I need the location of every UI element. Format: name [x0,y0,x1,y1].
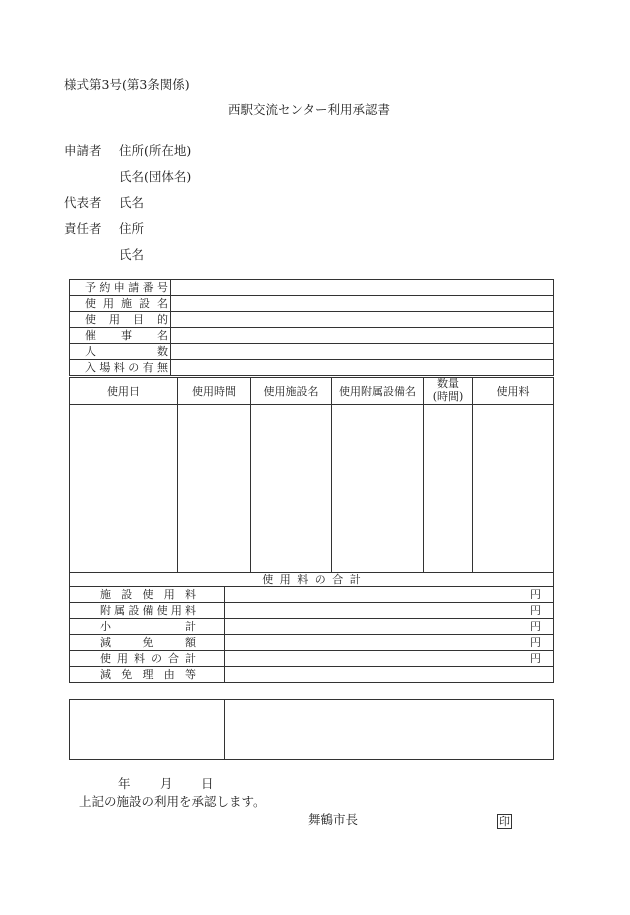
reservation-number-value[interactable] [171,280,554,296]
table-row [70,328,554,344]
event-name-value[interactable] [171,328,554,344]
reduction-reason-value[interactable] [225,667,554,683]
table-row [70,635,554,651]
responsible-name-label: 氏名 [119,247,145,262]
header-usage-time: 使用時間 [178,378,251,405]
event-name-label: 催事名 [85,329,168,342]
table-row [70,296,554,312]
header-usage-date: 使用日 [70,378,178,405]
equipment-fee-label: 附属設備使用料 [100,604,196,617]
equipment-fee-value[interactable] [225,603,554,619]
remarks-left-cell[interactable] [70,700,225,760]
purpose-value[interactable] [171,312,554,328]
subtotal-value[interactable] [225,619,554,635]
mayor-title: 舞鶴市長 [308,812,359,827]
table-row [70,587,554,603]
representative-label: 代表者 [64,195,102,210]
responsible-label: 責任者 [64,221,102,236]
date-day: 日 [201,776,214,791]
total-fee-label: 使用料の合計 [100,652,196,665]
usage-table [69,377,554,573]
yen-unit: 円 [530,652,541,665]
remarks-box [69,699,554,760]
table-row [70,405,554,573]
address-label: 住所(所在地) [119,143,192,158]
seal-label: 印 [499,815,510,828]
facility-fee-label: 施設使用料 [100,588,196,601]
representative-name-label: 氏名 [119,195,145,210]
table-row [70,344,554,360]
reduction-amount-value[interactable] [225,635,554,651]
usage-fee-cell[interactable] [473,405,554,573]
total-fee-value[interactable] [225,651,554,667]
header-usage-fee: 使用料 [473,378,554,405]
admission-fee-value[interactable] [171,360,554,376]
table-row [70,360,554,376]
remarks-right-cell[interactable] [225,700,554,760]
usage-time-cell[interactable] [178,405,251,573]
table-row [70,603,554,619]
purpose-label: 使用目的 [85,313,168,326]
facility-name-label: 使用施設名 [85,297,168,310]
subtotal-label: 小計 [100,620,196,633]
facility-name-value[interactable] [171,296,554,312]
form-number: 様式第3号(第3条関係) [64,77,190,92]
applicant-label: 申請者 [64,143,102,158]
table-row [70,312,554,328]
header-equipment-name: 使用附属設備名 [332,378,424,405]
approval-text: 上記の施設の利用を承認します。 [79,794,266,809]
equipment-name-cell[interactable] [332,405,424,573]
table-row [70,700,554,760]
seal-mark [497,810,512,829]
table-row [70,667,554,683]
header-facility-name: 使用施設名 [251,378,332,405]
info-table [69,279,554,376]
fee-section-title: 使 用 料 の 合 計 [70,573,554,587]
facility-fee-value[interactable] [225,587,554,603]
yen-unit: 円 [530,588,541,601]
document-title: 西駅交流センター利用承認書 [228,102,391,117]
usage-date-cell[interactable] [70,405,178,573]
attendance-label: 人数 [85,345,168,358]
reduction-reason-label: 減免理由等 [100,668,196,681]
date-month: 月 [160,776,173,791]
date-year: 年 [118,776,131,791]
header-quantity: 数量 (時間) [424,378,473,405]
table-row [70,651,554,667]
reservation-number-label: 予約申請番号 [85,281,168,294]
fee-summary-table [69,572,554,683]
responsible-address-label: 住所 [119,221,145,236]
table-row [70,619,554,635]
quantity-cell[interactable] [424,405,473,573]
table-row [70,280,554,296]
table-header-row [70,378,554,405]
attendance-value[interactable] [171,344,554,360]
admission-fee-label: 入場料の有無 [85,361,168,374]
group-name-label: 氏名(団体名) [119,169,192,184]
yen-unit: 円 [530,604,541,617]
reduction-amount-label: 減免額 [100,636,196,649]
facility-name-cell[interactable] [251,405,332,573]
table-row [70,573,554,587]
yen-unit: 円 [530,620,541,633]
yen-unit: 円 [530,636,541,649]
